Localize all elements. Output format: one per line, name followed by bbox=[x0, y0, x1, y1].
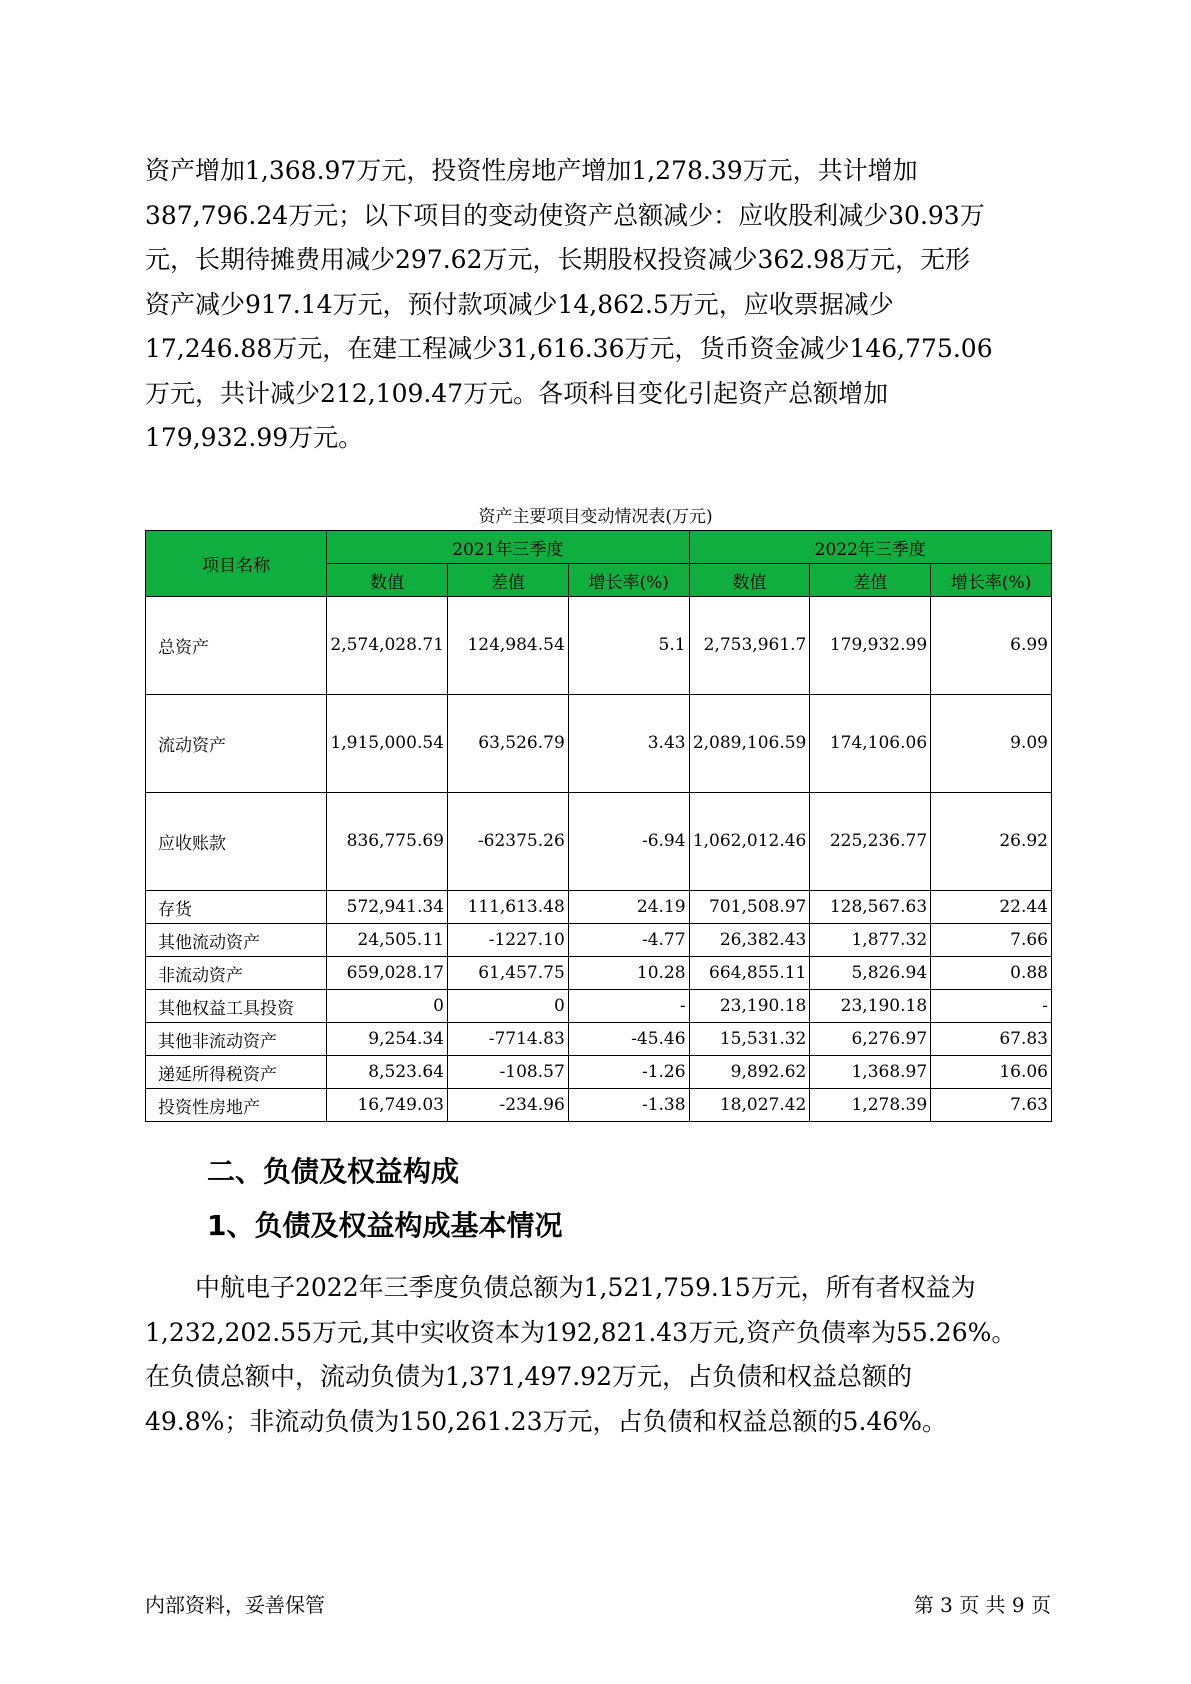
row-item-name: 非流动资产 bbox=[146, 957, 327, 990]
table-row bbox=[146, 597, 1052, 695]
text-line: 万元，共计减少212,109.47万元。各项科目变化引起资产总额增加 bbox=[145, 378, 889, 408]
table-row bbox=[146, 924, 1052, 957]
text-line: 387,796.24万元；以下项目的变动使资产总额减少：应收股利减少30.93万 bbox=[145, 200, 985, 230]
subheader-growth: 增长率(%) bbox=[568, 564, 689, 597]
cell-r2: 7.66 bbox=[931, 924, 1052, 957]
cell-d1: 61,457.75 bbox=[447, 957, 568, 990]
cell-v1: 24,505.11 bbox=[327, 924, 448, 957]
table-row bbox=[146, 1056, 1052, 1089]
cell-d1: -1227.10 bbox=[447, 924, 568, 957]
paragraph-asset-changes bbox=[145, 149, 1050, 461]
row-item-name: 其他权益工具投资 bbox=[146, 990, 327, 1023]
cell-v1: 836,775.69 bbox=[327, 793, 448, 891]
cell-d2: 1,877.32 bbox=[810, 924, 931, 957]
cell-d1: -108.57 bbox=[447, 1056, 568, 1089]
text-line: 在负债总额中，流动负债为1,371,497.92万元，占负债和权益总额的 bbox=[145, 1362, 912, 1391]
table-row bbox=[146, 891, 1052, 924]
subheader-value: 数值 bbox=[689, 564, 810, 597]
row-item-name: 其他流动资产 bbox=[146, 924, 327, 957]
cell-r2: 26.92 bbox=[931, 793, 1052, 891]
subheader-diff: 差值 bbox=[447, 564, 568, 597]
cell-v1: 1,915,000.54 bbox=[327, 695, 448, 793]
cell-d1: 63,526.79 bbox=[447, 695, 568, 793]
cell-r2: 67.83 bbox=[931, 1023, 1052, 1056]
subheader-value: 数值 bbox=[327, 564, 448, 597]
cell-d2: 128,567.63 bbox=[810, 891, 931, 924]
row-item-name: 总资产 bbox=[146, 597, 327, 695]
cell-v2: 1,062,012.46 bbox=[689, 793, 810, 891]
subsection-heading: 1、负债及权益构成基本情况 bbox=[207, 1209, 563, 1242]
section-heading: 二、负债及权益构成 bbox=[207, 1155, 460, 1188]
text-line: 资产增加1,368.97万元，投资性房地产增加1,278.39万元，共计增加 bbox=[145, 156, 918, 185]
cell-r2: 22.44 bbox=[931, 891, 1052, 924]
text-line: 元，长期待摊费用减少297.62万元，长期股权投资减少362.98万元，无形 bbox=[145, 245, 970, 274]
cell-r1: 10.28 bbox=[568, 957, 689, 990]
text-line: 中航电子2022年三季度负债总额为1,521,759.15万元，所有者权益为 bbox=[145, 1273, 976, 1302]
cell-v1: 16,749.03 bbox=[327, 1089, 448, 1122]
cell-d1: -62375.26 bbox=[447, 793, 568, 891]
cell-d1: 0 bbox=[447, 990, 568, 1023]
cell-r2: 7.63 bbox=[931, 1089, 1052, 1122]
table-row bbox=[146, 957, 1052, 990]
cell-r1: - bbox=[568, 990, 689, 1023]
header-item-name: 项目名称 bbox=[146, 531, 327, 597]
cell-r2: 6.99 bbox=[931, 597, 1052, 695]
row-item-name: 递延所得税资产 bbox=[146, 1056, 327, 1089]
cell-d2: 225,236.77 bbox=[810, 793, 931, 891]
cell-r1: 24.19 bbox=[568, 891, 689, 924]
header-period-2022: 2022年三季度 bbox=[689, 531, 1051, 564]
cell-r1: -1.38 bbox=[568, 1089, 689, 1122]
cell-v2: 2,089,106.59 bbox=[689, 695, 810, 793]
cell-r1: 3.43 bbox=[568, 695, 689, 793]
row-item-name: 存货 bbox=[146, 891, 327, 924]
footer-page-number: 第 3 页 共 9 页 bbox=[913, 1593, 1051, 1617]
cell-d1: -7714.83 bbox=[447, 1023, 568, 1056]
cell-r1: 5.1 bbox=[568, 597, 689, 695]
cell-v1: 8,523.64 bbox=[327, 1056, 448, 1089]
row-item-name: 应收账款 bbox=[146, 793, 327, 891]
cell-r1: -1.26 bbox=[568, 1056, 689, 1089]
cell-r1: -6.94 bbox=[568, 793, 689, 891]
table-caption: 资产主要项目变动情况表(万元) bbox=[478, 507, 713, 527]
footer-confidential: 内部资料，妥善保管 bbox=[145, 1593, 325, 1617]
cell-r2: 16.06 bbox=[931, 1056, 1052, 1089]
cell-r1: -4.77 bbox=[568, 924, 689, 957]
cell-d2: 5,826.94 bbox=[810, 957, 931, 990]
cell-d2: 6,276.97 bbox=[810, 1023, 931, 1056]
table-row bbox=[146, 695, 1052, 793]
cell-d2: 1,278.39 bbox=[810, 1089, 931, 1122]
cell-d1: 111,613.48 bbox=[447, 891, 568, 924]
cell-r2: 9.09 bbox=[931, 695, 1052, 793]
cell-v2: 23,190.18 bbox=[689, 990, 810, 1023]
cell-v2: 26,382.43 bbox=[689, 924, 810, 957]
table-row bbox=[146, 990, 1052, 1023]
text-line: 资产减少917.14万元，预付款项减少14,862.5万元，应收票据减少 bbox=[145, 289, 894, 319]
cell-v1: 9,254.34 bbox=[327, 1023, 448, 1056]
cell-v2: 2,753,961.7 bbox=[689, 597, 810, 695]
asset-change-table bbox=[145, 530, 1052, 1122]
cell-v2: 9,892.62 bbox=[689, 1056, 810, 1089]
paragraph-liabilities bbox=[145, 1266, 1050, 1444]
cell-r2: 0.88 bbox=[931, 957, 1052, 990]
cell-d2: 1,368.97 bbox=[810, 1056, 931, 1089]
cell-v1: 0 bbox=[327, 990, 448, 1023]
cell-d2: 23,190.18 bbox=[810, 990, 931, 1023]
text-line: 17,246.88万元，在建工程减少31,616.36万元，货币资金减少146,775.06 bbox=[145, 334, 993, 363]
subheader-growth: 增长率(%) bbox=[931, 564, 1052, 597]
text-line: 49.8%；非流动负债为150,261.23万元，占负债和权益总额的5.46%。 bbox=[145, 1406, 947, 1436]
cell-r2: - bbox=[931, 990, 1052, 1023]
cell-d1: -234.96 bbox=[447, 1089, 568, 1122]
cell-v1: 572,941.34 bbox=[327, 891, 448, 924]
table-row bbox=[146, 1023, 1052, 1056]
cell-v2: 701,508.97 bbox=[689, 891, 810, 924]
cell-v1: 659,028.17 bbox=[327, 957, 448, 990]
table-row bbox=[146, 1089, 1052, 1122]
table-row bbox=[146, 793, 1052, 891]
cell-v2: 15,531.32 bbox=[689, 1023, 810, 1056]
cell-d1: 124,984.54 bbox=[447, 597, 568, 695]
cell-v1: 2,574,028.71 bbox=[327, 597, 448, 695]
cell-d2: 179,932.99 bbox=[810, 597, 931, 695]
cell-v2: 664,855.11 bbox=[689, 957, 810, 990]
cell-r1: -45.46 bbox=[568, 1023, 689, 1056]
header-period-2021: 2021年三季度 bbox=[327, 531, 689, 564]
row-item-name: 其他非流动资产 bbox=[146, 1023, 327, 1056]
cell-v2: 18,027.42 bbox=[689, 1089, 810, 1122]
cell-d2: 174,106.06 bbox=[810, 695, 931, 793]
text-line: 179,932.99万元。 bbox=[145, 423, 364, 452]
row-item-name: 流动资产 bbox=[146, 695, 327, 793]
subheader-diff: 差值 bbox=[810, 564, 931, 597]
text-line: 1,232,202.55万元,其中实收资本为192,821.43万元,资产负债率为55.26%。 bbox=[145, 1317, 1017, 1347]
row-item-name: 投资性房地产 bbox=[146, 1089, 327, 1122]
